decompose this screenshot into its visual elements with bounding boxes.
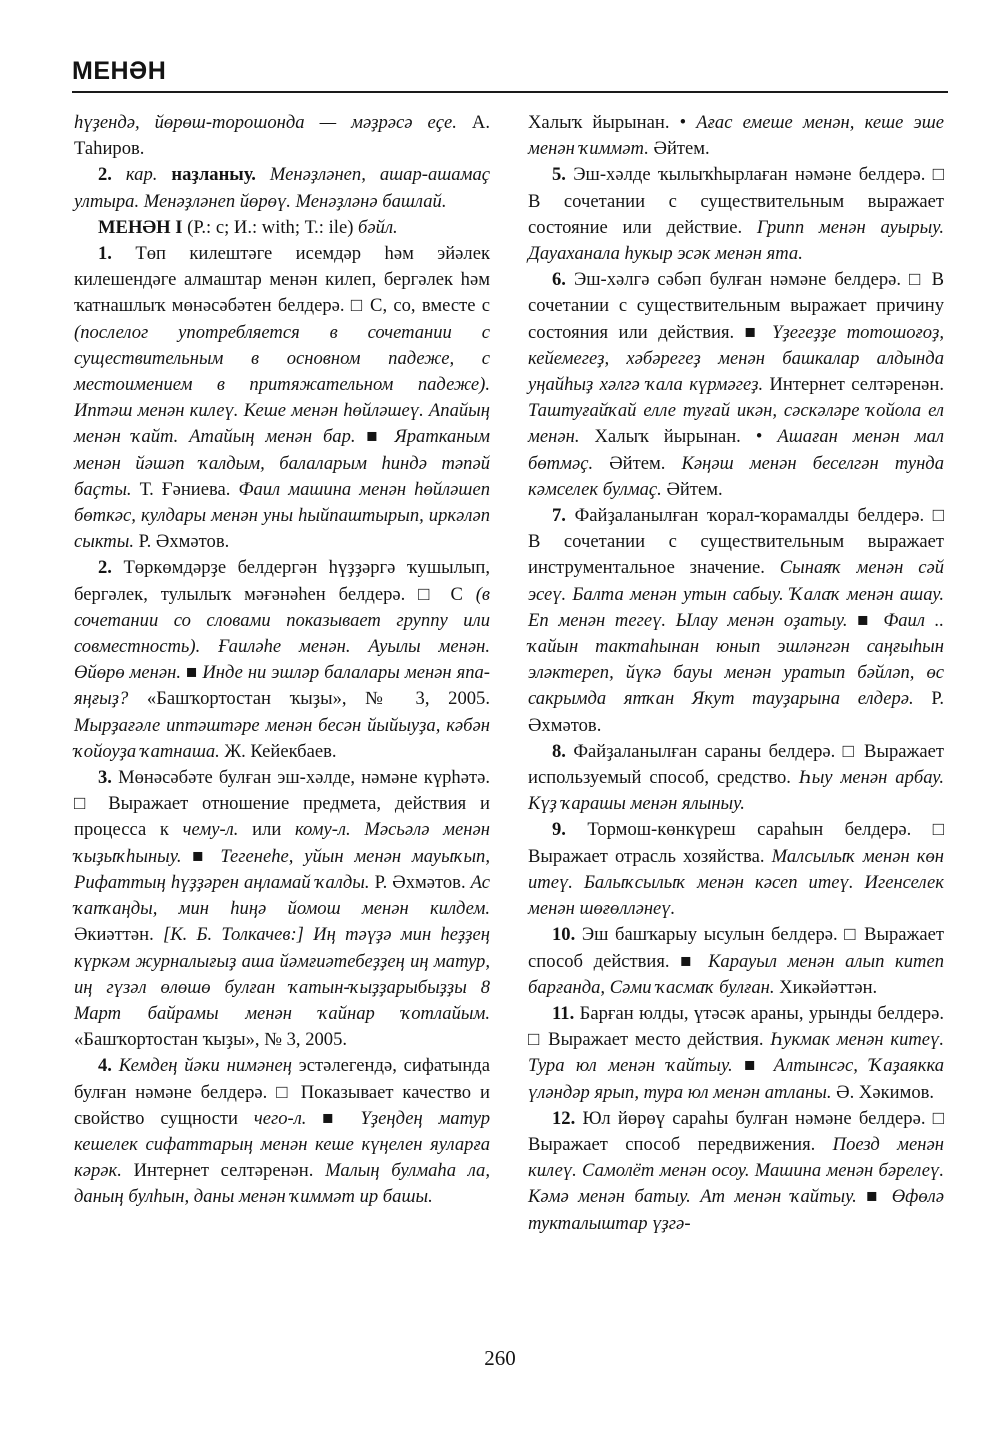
italic-run: Таштуғайҡай елле туғай икән, сәскәләре ҡойола ел менән. [528,400,944,448]
text-run: Барған юлды, үтәсәк араны, урынды белдерә. □ Выражает место действия. [528,1002,944,1051]
text-run [112,164,126,185]
text-run: Юл йөрөү сараһы булған нәмәне белдерә. □ Выражает способ передвижения. [528,1107,944,1155]
text-run: Төп килештәге исемдәр һәм эйәлек килешендәге алмаштар менән килеп, бергәлек һәм ҡатнашлыҡ мөнәсәбәтен белдерә. □ С, со, вместе с [74,243,490,317]
bold-run: 1. [98,243,112,265]
italic-run: кому-л. Мәсьәлә менән ҡыҙыҡһыныу. [74,819,490,867]
text-run: Мөнәсәбәте булған эш-хәлде, нәмәне күрһәтә. □ Выражает отношение предмета, действия и процесса к [74,767,490,841]
entry-paragraph [74,162,490,214]
italic-run: Ас ҡапҡаңды, мин һиңә йомош менән килдем. [74,871,490,920]
text-run: Тормош-көнкүреш сараһын белдерә. □ Выражает отрасль хозяйства. [528,819,944,867]
text-run: ■ [856,1186,892,1208]
text-run: Халыҡ йырынан. • [528,112,697,133]
italic-run: Үҙеңдең матур кешелек сифаттарың менән кеше күңелен яуларға кәрәк. [74,1107,490,1182]
italic-run: Мырҙағәле иптәштәре менән бесән йыйыуҙа, кәбән ҡойоуҙа ҡатнаша. [74,714,490,762]
text-run: ■ [847,609,884,631]
text-run: Р. Әхмәтов. [528,688,944,736]
bold-run: 10. [552,924,576,946]
italic-run: Малың булмаһа ла, даның булһын, даны менән ҡиммәт ир башы. [74,1160,490,1208]
italic-run: Яратканым менән йәшәп ҡалдым, балаларым һиндә тәпәй баҫты. [74,426,490,500]
text-run: Эш-хәлгә сәбәп булған нәмәне белдерә. □ В сочетании с существительным выражает причину состояния или действия. ■ [528,269,944,343]
text-run: Әйтем. [661,478,723,500]
italic-run: (в сочетании со словами показывает группу или совместность). Ғаиләһе менән. Ауылы менән. Өйөрө менән. [74,583,490,684]
text-run: Файҙаланылған ҡорал-ҡорамалды белдерә. □ В сочетании с существительным выражает инструментальное значение. [528,505,944,579]
italic-run: Карауыл менән алып китеп барғанда, Сәми ҡасмаҡ булған. [528,950,944,998]
sense-paragraph [74,555,490,765]
header-headword: МЕНӘН [72,57,167,85]
text-run: или [238,819,296,841]
text-run: Әйтем. [593,452,682,474]
text-run: Интернет селтәренән. [121,1160,326,1182]
bold-run: 5. [552,164,566,186]
left-column [74,110,490,1211]
text-run: Хикәйәттән. [774,976,878,998]
sense-paragraph [74,241,490,555]
italic-run: Һукмак менән китеү. Тура юл менән ҡайтыу. [528,1029,945,1077]
text-run: Р. Әхмәтов. [369,871,471,893]
italic-run: Ашаған менән мал бөтмәҫ. [528,426,944,474]
italic-run: кар. [125,164,158,186]
sense-paragraph [528,739,944,818]
bold-run: наҙланыу. [171,164,256,186]
italic-run: Һыу менән арбау. Күҙ ҡарашы менән ялыныу. [528,767,945,815]
text-run: (Р.: с; И.: with; Т.: ile) [182,216,359,238]
sense-paragraph [528,503,944,739]
italic-run: Өфөлә тукталыштар үҙгә- [528,1186,945,1234]
entry-paragraph [528,110,944,162]
italic-run: чему-л. [182,819,239,841]
italic-run: Поезд менән килеү. Самолёт менән осоу. Машина менән бәрелеү. Кәмә менән батыу. Ат менән ҡайтыу. [528,1133,944,1208]
italic-run: Ағас емеше менән, кеше эше менән ҡиммәт. [528,112,945,160]
sense-paragraph [528,1106,944,1237]
italic-run: Сынаяҡ менән сәй эсеү. Балта менән утын сабыу. Ҡалаҡ менән ашау. Еп менән тегеү. Ылау менән оҙатыу. [528,557,945,631]
text-run: Әйтем. [648,138,710,160]
text-run: Халыҡ йырынан. • [579,426,778,448]
text-run: Эш башҡарыу ысулын белдерә. □ Выражает способ действия. ■ [528,924,944,972]
italic-run: Кәңәш менән беселгән тунда кәмселек булмаҫ. [528,452,944,500]
bold-run: 7. [552,505,566,527]
italic-run: Фаил машина менән һөйләшеп бөткәс, кулдары менән уны һыйпаштырып, иркәләп сыкты. [74,478,491,553]
text-run: Әкиәттән. [74,924,164,946]
text-run [112,1055,119,1076]
entry-paragraph [74,110,490,162]
italic-run: чего-л. [253,1107,307,1129]
italic-run: бәйл. [358,216,398,238]
text-run: Эш-хәлде ҡылыҡһырлаған нәмәне белдерә. □ В сочетании с существительным выражает состояние или действие. [528,164,944,238]
text-run: Файҙаланылған сараны белдерә. □ Выражает используемый способ, средство. [528,740,944,789]
right-column [528,110,944,1237]
text-run: Ж. Кейекбаев. [219,740,337,762]
running-header [72,55,948,93]
text-run: эстәлегендә, сифатында булған нәмәне белдерә. □ Показывает качество и свойство сущности [74,1055,490,1129]
headword-entry [74,215,490,241]
sense-paragraph [528,267,944,503]
italic-run: Инде ни эшләр балалары менән япа-яңғыҙ? [74,662,490,710]
bold-run: 9. [552,819,566,841]
text-run: ■ [306,1107,361,1129]
italic-run: Үҙегеҙҙе тотошоғоҙ, кейемегеҙ, хәбәрегеҙ менән башкалар алдында уңайһыҙ хәлгә ҡала күрмәгеҙ. [528,321,944,396]
bold-run: 12. [552,1107,576,1129]
bold-run: 2. [98,164,112,186]
text-run: Ә. Хәкимов. [831,1081,935,1103]
text-run: Интернет селтәренән. [763,374,944,396]
italic-run: Алтынсәс, Ҡаҙаякка үләндәр ярып, тура юл менән атланы. [528,1055,944,1103]
sense-paragraph [528,162,944,267]
text-run: ■ [181,662,203,684]
italic-run: Фаил .. ҡайын тактаһынан юнып эшләнгән саңғыһын эләктереп, йүкә бауы менән уратып бәйләп, өс сакрымда ятҡан Якут тауҙарына елдерә. [528,609,944,710]
text-run: А. Таһиров. [74,112,490,160]
italic-run: Менәҙләнеп, ашар-ашамаҫ ултыра. Менәҙләнеп йөрөү. Менәҙләнә башлай. [74,164,490,212]
italic-run: (послелог употребляется в сочетании с существительным в основном падеже, с местоимением в притяжательном падеже). Иптәш менән килеү. Кеше менән һөйләшеү. Апайың менән ҡайт. Атайың менән бар. [74,321,490,448]
sense-paragraph [528,817,944,922]
bold-run: 6. [552,269,566,291]
bold-run: 3. [98,767,112,789]
bold-run: МЕНӘН I [98,216,183,238]
text-run: ■ [181,845,221,867]
page-number: 260 [484,1346,516,1370]
text-run [256,164,270,185]
italic-run: Грипп менән ауырыу. Дауаханала һукыр эсәк менән ята. [528,216,944,265]
italic-run: Малсылыҡ менән көн итеү. Балыҡсылыҡ менән кәсеп итеү. Игенселек менән шөғөлләнеү. [528,845,944,920]
text-run: «Башҡортостан ҡыҙы», № 3, 2005. [128,688,490,710]
sense-paragraph [528,1001,944,1106]
bold-run: 2. [98,557,112,579]
sense-paragraph [74,765,490,1053]
italic-run: Тегенеһе, уйын менән мауыҡып, Рифаттың һүҙҙәрен аңламай ҡалды. [74,845,490,893]
italic-run: [К. Б. Толкачев:] Иң тәүҙә мин һеҙҙең күркәм журналығыҙ аша йәмғиәтебеҙҙең иң матур, иң гүзәл өлөшө булған ҡатын-ҡыҙҙарыбыҙҙы 8 Март байрамы менән ҡайнар ҡотлайым. [74,924,490,1024]
italic-run: һүҙендә, йөрөш-торошонда — мәҙрәсә еҫе. [74,112,457,133]
sense-paragraph [74,1053,490,1210]
bold-run: 4. [98,1055,112,1077]
text-run [157,164,171,185]
text-run: ■ [355,426,395,448]
text-run: Төркөмдәрҙе белдергән һүҙҙәргә ҡушылып, бергәлек, тулылыҡ мәғәнәһен белдерә. □ С [74,557,490,605]
text-run: Т. Ғәниева. [131,478,239,500]
italic-run: Кемдең йәки нимәнең [118,1055,292,1077]
text-run: ■ [732,1055,774,1077]
text-run: «Башҡортостан ҡыҙы», № 3, 2005. [74,1029,348,1051]
bold-run: 11. [552,1002,575,1024]
bold-run: 8. [552,740,566,762]
text-run: Р. Әхмәтов. [133,531,230,553]
sense-paragraph [528,922,944,1001]
